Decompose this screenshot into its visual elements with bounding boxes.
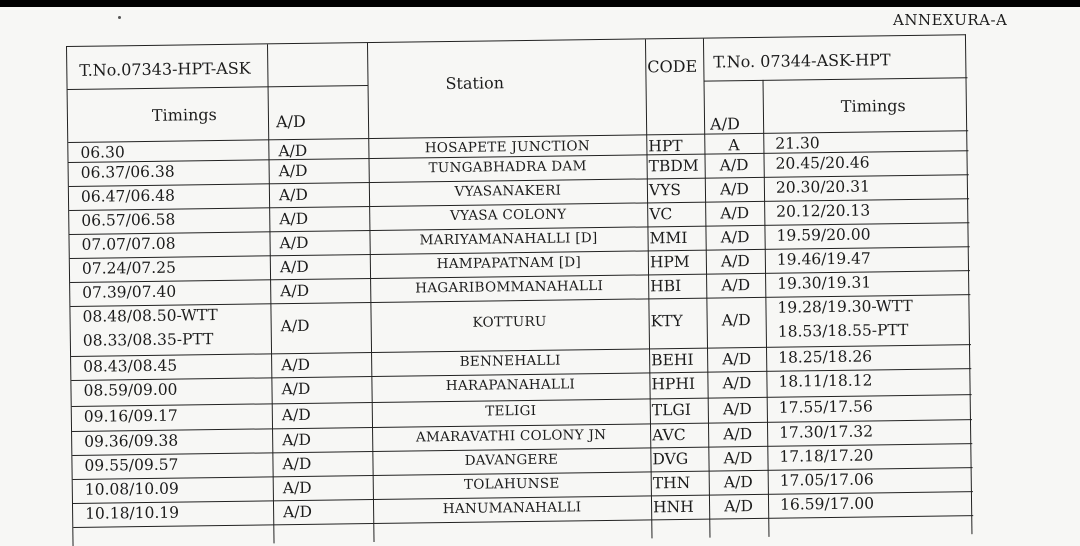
up-timing: 09.36/09.38: [84, 431, 179, 451]
up-arrival-departure: A/D: [281, 405, 311, 425]
station-code: HNH: [652, 497, 694, 517]
up-timing: 08.43/08.45: [83, 356, 178, 376]
up-arrival-departure: A/D: [282, 454, 312, 474]
up-timing: 07.39/07.40: [82, 282, 177, 302]
station-header: Station: [445, 73, 505, 94]
up-train-number: T.No.07343-HPT-ASK: [79, 58, 251, 80]
down-arrival-departure: A/D: [721, 276, 751, 295]
scan-speck: [118, 16, 121, 19]
annexure-label: ANNEXURA-A: [893, 11, 1008, 29]
header-rule-right: [704, 77, 968, 81]
up-arrival-departure: A/D: [278, 161, 308, 181]
col-rule-timings-right: [763, 80, 770, 537]
down-timing: 19.59/20.00: [776, 225, 871, 245]
down-timing-secondary: 18.53/18.55-PTT: [777, 320, 909, 341]
down-timing: 20.45/20.46: [775, 153, 870, 173]
down-arrival-departure: A: [728, 136, 740, 155]
up-timing: 08.59/09.00: [83, 380, 178, 400]
down-timing: 20.12/20.13: [776, 201, 871, 221]
down-arrival-departure: A/D: [719, 180, 749, 199]
up-timing: 08.48/08.50-WTT: [82, 306, 218, 326]
down-timing: 17.18/17.20: [779, 446, 874, 466]
down-timing: 17.55/17.56: [778, 397, 873, 417]
down-arrival-departure: A/D: [722, 350, 752, 369]
up-arrival-departure: A/D: [278, 185, 308, 205]
timings-header-left: Timings: [151, 105, 217, 125]
station-name: TOLAHUNSE: [463, 475, 560, 493]
timings-header-right: Timings: [840, 96, 906, 116]
down-arrival-departure: A/D: [723, 425, 753, 444]
up-timing: 10.08/10.09: [84, 479, 179, 499]
down-train-number: T.No. 07344-ASK-HPT: [713, 50, 891, 72]
down-arrival-departure: A/D: [721, 311, 751, 330]
down-arrival-departure: A/D: [722, 400, 752, 419]
down-timing: 21.30: [775, 134, 820, 153]
station-name: BENNEHALLI: [459, 352, 561, 370]
header-rule-left: [68, 85, 368, 90]
up-timing: 06.57/06.58: [81, 210, 176, 230]
up-timing: 09.55/09.57: [84, 455, 179, 475]
down-timing: 17.30/17.32: [779, 422, 874, 442]
station-code: TBDM: [648, 156, 699, 176]
station-code: BEHI: [651, 350, 694, 370]
down-timing: 16.59/17.00: [779, 494, 875, 514]
station-code: DVG: [652, 449, 689, 469]
station-name: HARAPANAHALLI: [445, 376, 576, 395]
down-timing: 20.30/20.31: [775, 177, 870, 197]
station-code: HPT: [648, 136, 683, 156]
down-arrival-departure: A/D: [723, 473, 753, 492]
down-timing: 18.11/18.12: [778, 371, 873, 391]
station-code: VC: [649, 205, 673, 224]
station-name: TELIGI: [485, 402, 537, 420]
station-code: TLGI: [651, 400, 692, 420]
down-arrival-departure: A/D: [724, 497, 754, 516]
up-timing: 06.30: [80, 143, 125, 162]
up-timing: 06.47/06.48: [80, 186, 176, 206]
station-code: MMI: [649, 228, 688, 248]
code-header: CODE: [647, 56, 698, 77]
station-code: HPM: [649, 252, 690, 272]
station-code: THN: [652, 473, 691, 493]
up-timing: 07.24/07.25: [81, 258, 176, 278]
down-timing: 17.05/17.06: [779, 470, 874, 490]
ad-header-left: A/D: [275, 111, 306, 132]
station-name: HOSAPETE JUNCTION: [424, 138, 591, 157]
col-rule-ad-left: [267, 44, 275, 543]
station-name: HANUMANAHALLI: [442, 499, 582, 518]
up-arrival-departure: A/D: [282, 430, 312, 450]
down-arrival-departure: A/D: [720, 252, 750, 271]
station-name: MARIYAMANAHALLI [D]: [419, 230, 598, 249]
station-name: TUNGABHADRA DAM: [428, 158, 587, 177]
down-arrival-departure: A/D: [722, 374, 752, 393]
up-arrival-departure: A/D: [281, 355, 311, 375]
station-code: VYS: [648, 180, 682, 200]
down-timing: 19.30/19.31: [777, 273, 872, 293]
top-scan-border: [0, 0, 1080, 7]
station-name: VYASA COLONY: [449, 206, 567, 224]
down-timing: 19.46/19.47: [776, 249, 871, 269]
up-timing: 06.37/06.38: [80, 162, 175, 182]
station-code: HPHI: [651, 374, 696, 394]
up-timing: 10.18/10.19: [85, 503, 180, 523]
down-arrival-departure: A/D: [723, 449, 753, 468]
up-timing: 07.07/07.08: [81, 234, 176, 254]
down-timing: 18.25/18.26: [778, 347, 873, 367]
station-name: HAGARIBOMMANAHALLI: [415, 277, 604, 297]
station-name: KOTTURU: [472, 313, 547, 331]
station-code: HBI: [650, 276, 682, 296]
up-arrival-departure: A/D: [279, 257, 309, 277]
up-arrival-departure: A/D: [279, 233, 309, 253]
station-name: AMARAVATHI COLONY JN: [415, 426, 607, 446]
up-arrival-departure: A/D: [282, 478, 312, 498]
station-name: HAMPAPATNAM [D]: [436, 254, 582, 273]
up-timing-secondary: 08.33/08.35-PTT: [82, 330, 214, 350]
station-code: AVC: [652, 425, 686, 445]
up-arrival-departure: A/D: [281, 379, 311, 399]
down-arrival-departure: A/D: [719, 156, 749, 175]
up-timing: 09.16/09.17: [83, 406, 178, 426]
down-arrival-departure: A/D: [720, 204, 750, 223]
row-rule: [73, 515, 973, 528]
station-name: VYASANAKERI: [454, 182, 562, 200]
down-timing: 19.28/19.30-WTT: [777, 296, 913, 317]
station-name: DAVANGERE: [464, 451, 559, 469]
timetable-table: [66, 34, 972, 546]
up-arrival-departure: A/D: [283, 502, 313, 522]
ad-header-right: A/D: [709, 114, 740, 134]
timetable-document: [66, 34, 972, 546]
down-arrival-departure: A/D: [720, 228, 750, 247]
up-arrival-departure: A/D: [279, 209, 309, 229]
up-arrival-departure: A/D: [280, 281, 310, 301]
station-code: KTY: [650, 311, 683, 331]
up-arrival-departure: A/D: [280, 316, 310, 336]
up-arrival-departure: A/D: [278, 141, 308, 161]
